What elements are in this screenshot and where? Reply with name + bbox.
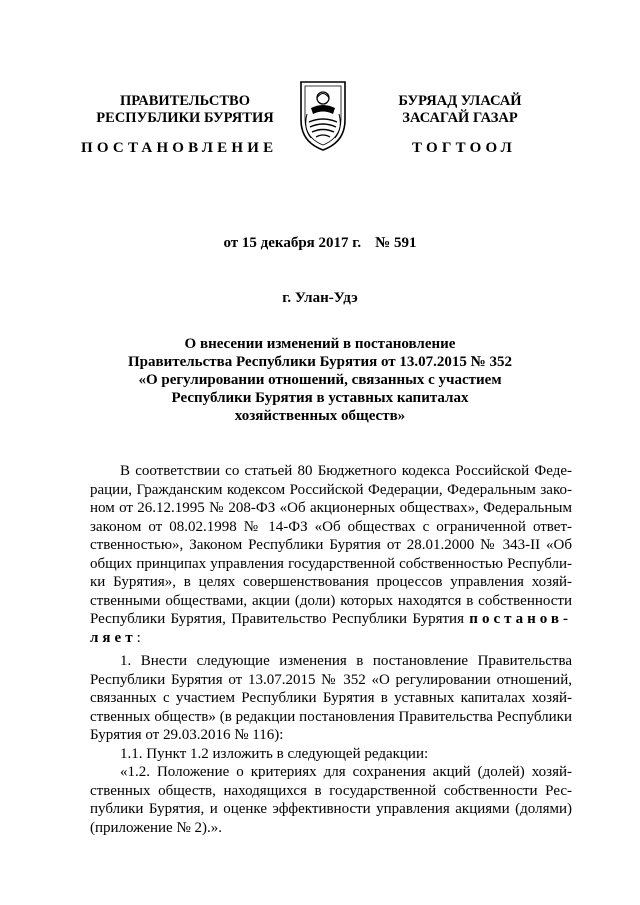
city: г. Улан-Удэ [282,290,358,306]
title-line: О внесении изменений в постановление [184,336,456,352]
resolution-verb-part-2: ляет [90,629,137,646]
preamble-paragraph [90,462,572,647]
item-line: 1.1. Пункт 1.2 изложить в следующей редакции: [120,745,429,762]
title-line: Правительства Республики Бурятия от 13.07.2015 № 352 [127,354,512,370]
resolution-verb-part-1: постанов- [469,611,573,627]
preamble-line: В соответствии со статьей 80 Бюджетного кодекса Российской Феде- [120,463,572,479]
item-line: «1.2. Положение о критериях для сохранения акций (долей) хозяй- [120,764,572,780]
preamble-line: ственными обществами, акции (доли) которых находятся в собственности [90,592,572,609]
preamble-colon: : [136,629,141,646]
header-right-line-1: БУРЯАД УЛАСАЙ [398,93,522,109]
preamble-line: ственностью», Законом Республики Бурятия от 28.01.2000 № 343-II «Об [90,537,572,553]
item-line: Бурятия от 29.03.2016 № 116): [90,727,284,743]
header-left-line-2: РЕСПУБЛИКИ БУРЯТИЯ [96,110,274,126]
preamble-line-with-verb [90,610,572,629]
document-date: от 15 декабря 2017 г. [223,235,362,251]
preamble-line: ном от 26.12.1995 № 208-ФЗ «Об акционерных обществах», Федеральным [90,500,572,516]
government-name-buryat [380,93,540,127]
item-line: связанных с участием Республики Бурятия в уставных капиталах хозяй- [90,690,572,706]
doc-type-buryat: ТОГТООЛ [412,140,516,156]
item-line: Республики Бурятия от 13.07.2015 № 352 «О регулировании отношений, [90,671,572,688]
preamble-line: рации, Гражданским кодексом Российской Федерации, Федеральным зако- [90,481,572,498]
government-name-russian [90,93,280,127]
document-number: № 591 [375,235,417,251]
item-line: ственных обществ» (в редакции постановления Правительства Республики [90,708,572,725]
item-line: ственных обществ, находящихся в государственной собственности Рес- [90,782,572,799]
preamble-line: законом от 08.02.1998 № 14-ФЗ «Об обществах с ограниченной ответ- [90,518,572,535]
preamble-line: общих принципах управления государственной собственностью Республи- [90,555,572,572]
item-line: (приложение № 2).». [90,819,223,836]
preamble-final-line [90,629,572,648]
title-line: Республики Бурятия в уставных капиталах [171,390,469,406]
title-line: хозяйственных обществ» [234,408,406,424]
coat-of-arms-icon [297,78,349,152]
item-line: 1. Внести следующие изменения в постановление Правительства [120,653,572,669]
item-1-paragraph [90,652,572,837]
date-number-line [0,235,640,252]
doc-type-russian: ПОСТАНОВЛЕНИЕ [81,140,278,156]
title-line: «О регулировании отношений, связанных с участием [138,372,502,388]
preamble-line: Республики Бурятия, Правительство Республики Бурятия [90,611,464,627]
header-right-line-2: ЗАСАГАЙ ГАЗАР [402,110,518,126]
preamble-line: ки Бурятия», в целях совершенствования процессов управления хозяй- [90,574,572,590]
header-left-line-1: ПРАВИТЕЛЬСТВО [120,93,250,109]
document-title [90,335,550,425]
item-line: публики Бурятия, и оценке эффективности управления акциями (долями) [90,801,572,817]
